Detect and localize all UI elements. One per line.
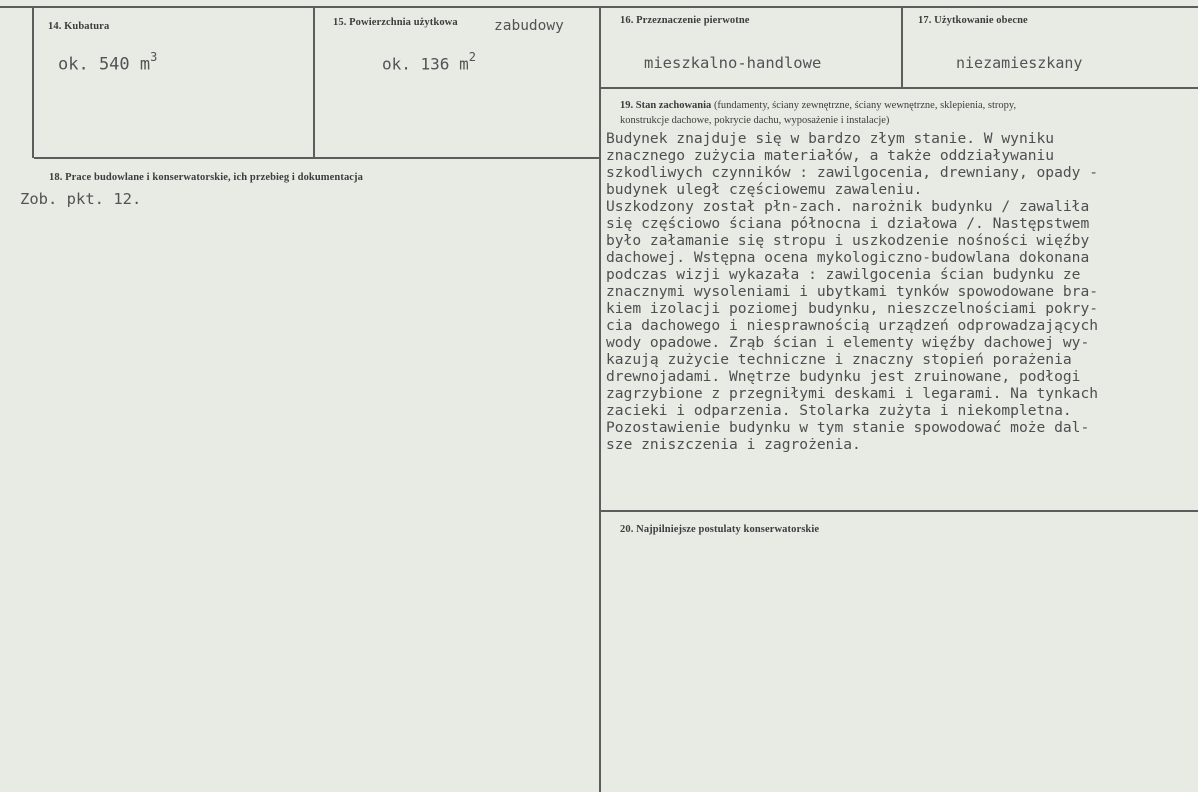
- field-17-label: 17. Użytkowanie obecne: [918, 15, 1028, 26]
- field-19-text: [606, 130, 1198, 453]
- field-19-label: [620, 98, 1016, 128]
- field-15-label: 15. Powierzchnia użytkowa: [333, 17, 458, 28]
- field-18-label: 18. Prace budowlane i konserwatorskie, ich przebieg i dokumentacja: [49, 172, 364, 183]
- divider-left-right: [599, 6, 601, 792]
- field-19-line: zagrzybione z przegniłymi deskami i legarami. Na tynkach: [606, 385, 1099, 402]
- field-19-line: Budynek znajduje się w bardzo złym stanie. W wyniku: [606, 130, 1055, 147]
- field-19-line: drewnojadami. Wnętrze budynku jest zruinowane, podłogi: [606, 368, 1081, 385]
- field-19-line: cia dachowego i niesprawnością urządzeń odprowadzających: [606, 317, 1099, 334]
- field-19-line: kiem izolacji poziomej budynku, nieszczelnościami pokry-: [606, 300, 1099, 317]
- field-19-line: szkodliwych czynników : zawilgocenia, drewniany, opady -: [606, 164, 1099, 181]
- field-19-line: dachowej. Wstępna ocena mykologiczno-budowlana dokonana: [606, 249, 1090, 266]
- divider-14-15: [313, 6, 315, 158]
- field-19-line: się częściowo ściana północna i działowa /. Następstwem: [606, 215, 1090, 232]
- field-20-label: 20. Najpilniejsze postulaty konserwatorskie: [620, 524, 820, 535]
- field-15-note: zabudowy: [494, 18, 564, 34]
- field-17-value: niezamieszkany: [956, 54, 1083, 72]
- divider-row-14-18: [34, 157, 600, 159]
- divider-row-16-19: [600, 87, 1198, 89]
- field-19-label-title: 19. Stan zachowania: [620, 100, 712, 111]
- field-16-label: 16. Przeznaczenie pierwotne: [620, 15, 750, 26]
- field-15-unit-exponent: 2: [468, 50, 476, 64]
- field-19-line: podczas wizji wykazała : zawilgocenia ścian budynku ze: [606, 266, 1081, 283]
- field-16-value: mieszkalno-handlowe: [644, 54, 822, 72]
- field-19-line: zacieki i odparzenia. Stolarka zużyta i niekompletna.: [606, 402, 1072, 419]
- field-15-value: [382, 52, 476, 73]
- field-19-line: wody opadowe. Zrąb ścian i elementy więźby dachowej wy-: [606, 334, 1090, 351]
- field-19-line: Pozostawienie budynku w tym stanie spowodować może dal-: [606, 419, 1090, 436]
- left-margin-line: [32, 6, 34, 158]
- field-19-line: budynek uległ częściowemu zawaleniu.: [606, 181, 923, 198]
- field-19-line: kazują zużycie techniczne i znaczny stopień porażenia: [606, 351, 1072, 368]
- field-14-value: [58, 52, 157, 75]
- field-15-text: ok. 136 m: [382, 54, 469, 74]
- field-14-label: 14. Kubatura: [48, 21, 110, 32]
- field-19-line: znacznego zużycia materiałów, a także oddziaływaniu: [606, 147, 1055, 164]
- field-19-line: znacznymi wysoleniami i ubytkami tynków spowodowane bra-: [606, 283, 1099, 300]
- field-18-value: Zob. pkt. 12.: [20, 190, 142, 208]
- field-19-label-detail: (fundamenty, ściany zewnętrzne, ściany wewnętrzne, sklepienia, stropy,: [711, 100, 1017, 111]
- field-19-label-detail-2: konstrukcje dachowe, pokrycie dachu, wyposażenie i instalacje): [620, 115, 890, 126]
- field-19-line: było załamanie się stropu i uszkodzenie nośności więźby: [606, 232, 1090, 249]
- divider-row-19-20: [600, 510, 1198, 512]
- field-14-text: ok. 540 m: [58, 54, 151, 75]
- field-19-line: Uszkodzony został płn-zach. narożnik budynku / zawaliła: [606, 198, 1090, 215]
- field-14-unit-exponent: 3: [150, 50, 158, 64]
- divider-16-17: [901, 6, 903, 88]
- field-19-line: sze zniszczenia i zagrożenia.: [606, 436, 861, 453]
